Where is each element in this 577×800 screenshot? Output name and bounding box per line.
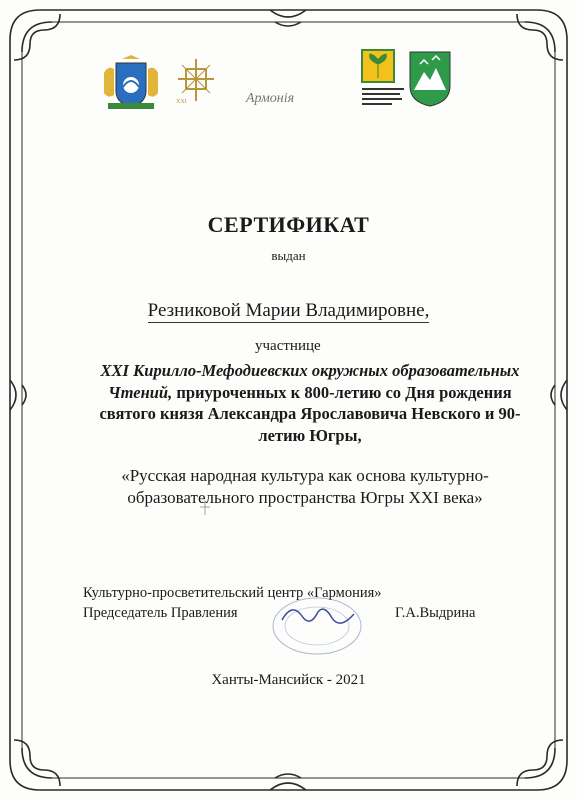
certificate-title: СЕРТИФИКАТ xyxy=(207,212,370,237)
recipient-name-text: Резниковой Марии Владимировне, xyxy=(147,300,430,321)
coat-of-arms-icon xyxy=(100,55,162,111)
role-label: участнице xyxy=(255,338,321,354)
recipient-name xyxy=(0,300,577,322)
issued-label: выдан xyxy=(271,248,306,263)
stamp-signature xyxy=(262,590,372,660)
cross-emblem-icon xyxy=(172,55,220,105)
signatory-name: Г.А.Выдрина xyxy=(395,605,476,621)
event-details: приуроченных к 800-летию со Дня рождения святого князя Александра Ярославовича Невского и 90-летию Югры, xyxy=(99,382,521,445)
event-description xyxy=(95,360,525,446)
event-theme: «Русская народная культура как основа культурно-образовательного пространства Югры XXI века» xyxy=(121,466,489,507)
svg-text:Армонія: Армонія xyxy=(246,91,295,106)
harmony-logo-icon xyxy=(242,80,312,110)
signatory-position: Председатель Правления xyxy=(83,605,238,621)
khanty-mansiysk-emblem-icon xyxy=(408,50,452,108)
city-year: Ханты-Мансийск - 2021 xyxy=(211,672,366,688)
svg-text:XXI: XXI xyxy=(176,99,187,105)
department-logo-icon xyxy=(360,48,406,110)
organization-name: Культурно-просветительский центр «Гармония» xyxy=(83,585,382,601)
event-name: XXI Кирилло-Мефодиевских окружных образовательных Чтений, xyxy=(100,361,520,402)
